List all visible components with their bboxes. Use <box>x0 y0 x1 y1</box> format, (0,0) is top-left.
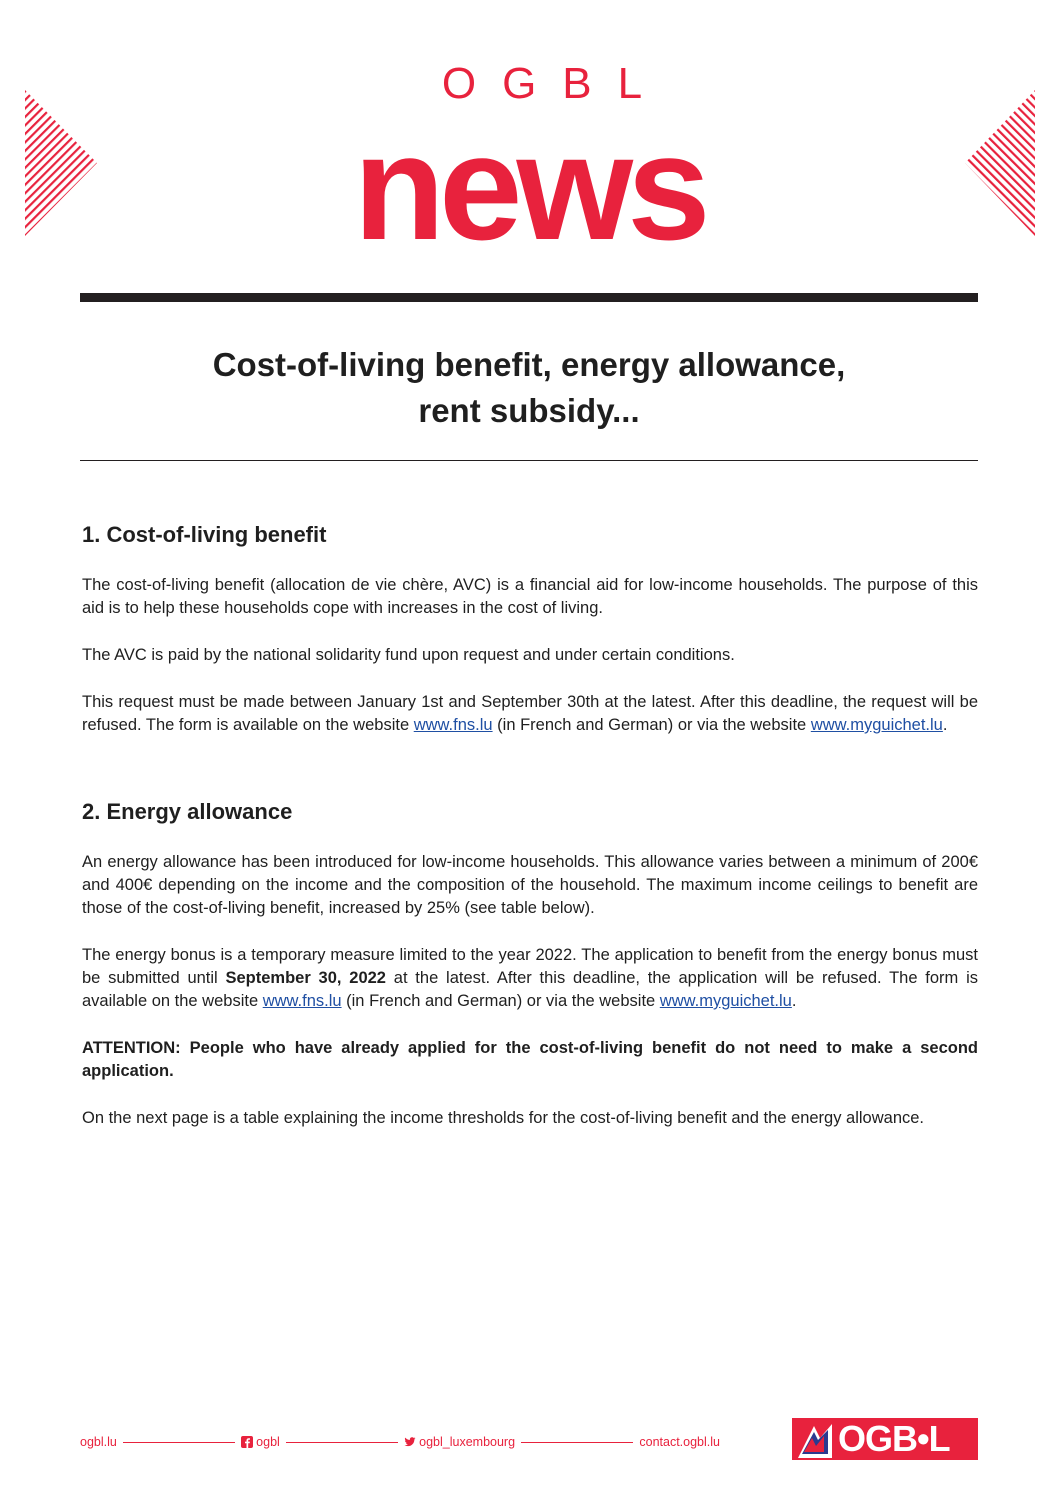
logo-text: OGB•L <box>838 1418 950 1459</box>
footer-facebook-link[interactable] <box>241 1435 280 1449</box>
masthead-divider <box>80 293 978 302</box>
text-span: . <box>942 716 948 734</box>
text-span: (in French and German) or via the website <box>341 992 660 1010</box>
footer-contacts <box>80 1432 720 1452</box>
footer-contact-link[interactable]: contact.ogbl.lu <box>639 1435 720 1449</box>
myguichet-link[interactable]: www.myguichet.lu <box>810 716 943 734</box>
section2-heading: 2. Energy allowance <box>82 799 293 824</box>
footer-website-link[interactable]: ogbl.lu <box>80 1435 117 1449</box>
facebook-handle: ogbl <box>256 1435 280 1449</box>
masthead-brand: OGBL <box>441 59 669 108</box>
footer-separator <box>123 1442 235 1443</box>
text-span: This request must be made between January 1st and September 30th at the latest. After this deadline, the request will be refused. The form is available on the website <box>82 693 978 734</box>
footer-twitter-link[interactable] <box>404 1435 515 1449</box>
logo-emblem-icon <box>794 1418 836 1460</box>
section-spacer <box>82 761 978 797</box>
text-span: at the latest. After this deadline, the application will be refused. The form is available on the website <box>82 969 978 1010</box>
attention-notice: ATTENTION: People who have already applied for the cost-of-living benefit do not need to make a second application. <box>82 1039 978 1080</box>
section2-paragraph3: On the next page is a table explaining the income thresholds for the cost-of-living benefit and the energy allowance. <box>82 1109 925 1127</box>
masthead-title: news <box>353 103 705 271</box>
footer-separator <box>286 1442 398 1443</box>
document-title-line1: Cost-of-living benefit, energy allowance, <box>212 346 846 383</box>
ogbl-logo <box>792 1418 978 1460</box>
twitter-handle: ogbl_luxembourg <box>419 1435 516 1449</box>
text-span: The energy bonus is a temporary measure limited to the year 2022. The application to benefit from the energy bonus must be submitted until <box>82 946 978 987</box>
myguichet-link[interactable]: www.myguichet.lu <box>659 992 792 1010</box>
section1-paragraph3 <box>82 691 978 737</box>
section2-paragraph2 <box>82 944 978 1013</box>
document-title-line2: rent subsidy... <box>418 392 640 429</box>
article-body <box>82 520 978 1154</box>
section1-paragraph1: The cost-of-living benefit (allocation de vie chère, AVC) is a financial aid for low-income households. The purpose of this aid is to help these households cope with increases in the cost of living. <box>82 576 978 617</box>
text-span: (in French and German) or via the website <box>492 716 811 734</box>
fns-link[interactable]: www.fns.lu <box>262 992 342 1010</box>
title-divider <box>80 460 978 461</box>
document-title <box>80 342 978 434</box>
section2-paragraph1: An energy allowance has been introduced for low-income households. This allowance varies between a minimum of 200€ and 400€ depending on the income and the composition of the household. The maximum income ceilings to benefit are those of the cost-of-living benefit, increased by 25% (see table below). <box>82 853 978 917</box>
footer-separator <box>521 1442 633 1443</box>
section1-heading: 1. Cost-of-living benefit <box>82 522 327 547</box>
section1-paragraph2: The AVC is paid by the national solidarity fund upon request and under certain conditions. <box>82 646 735 664</box>
text-span: . <box>791 992 797 1010</box>
facebook-icon <box>241 1436 253 1448</box>
fns-link[interactable]: www.fns.lu <box>413 716 493 734</box>
deadline-date: September 30, 2022 <box>225 969 386 987</box>
twitter-icon <box>404 1436 416 1448</box>
